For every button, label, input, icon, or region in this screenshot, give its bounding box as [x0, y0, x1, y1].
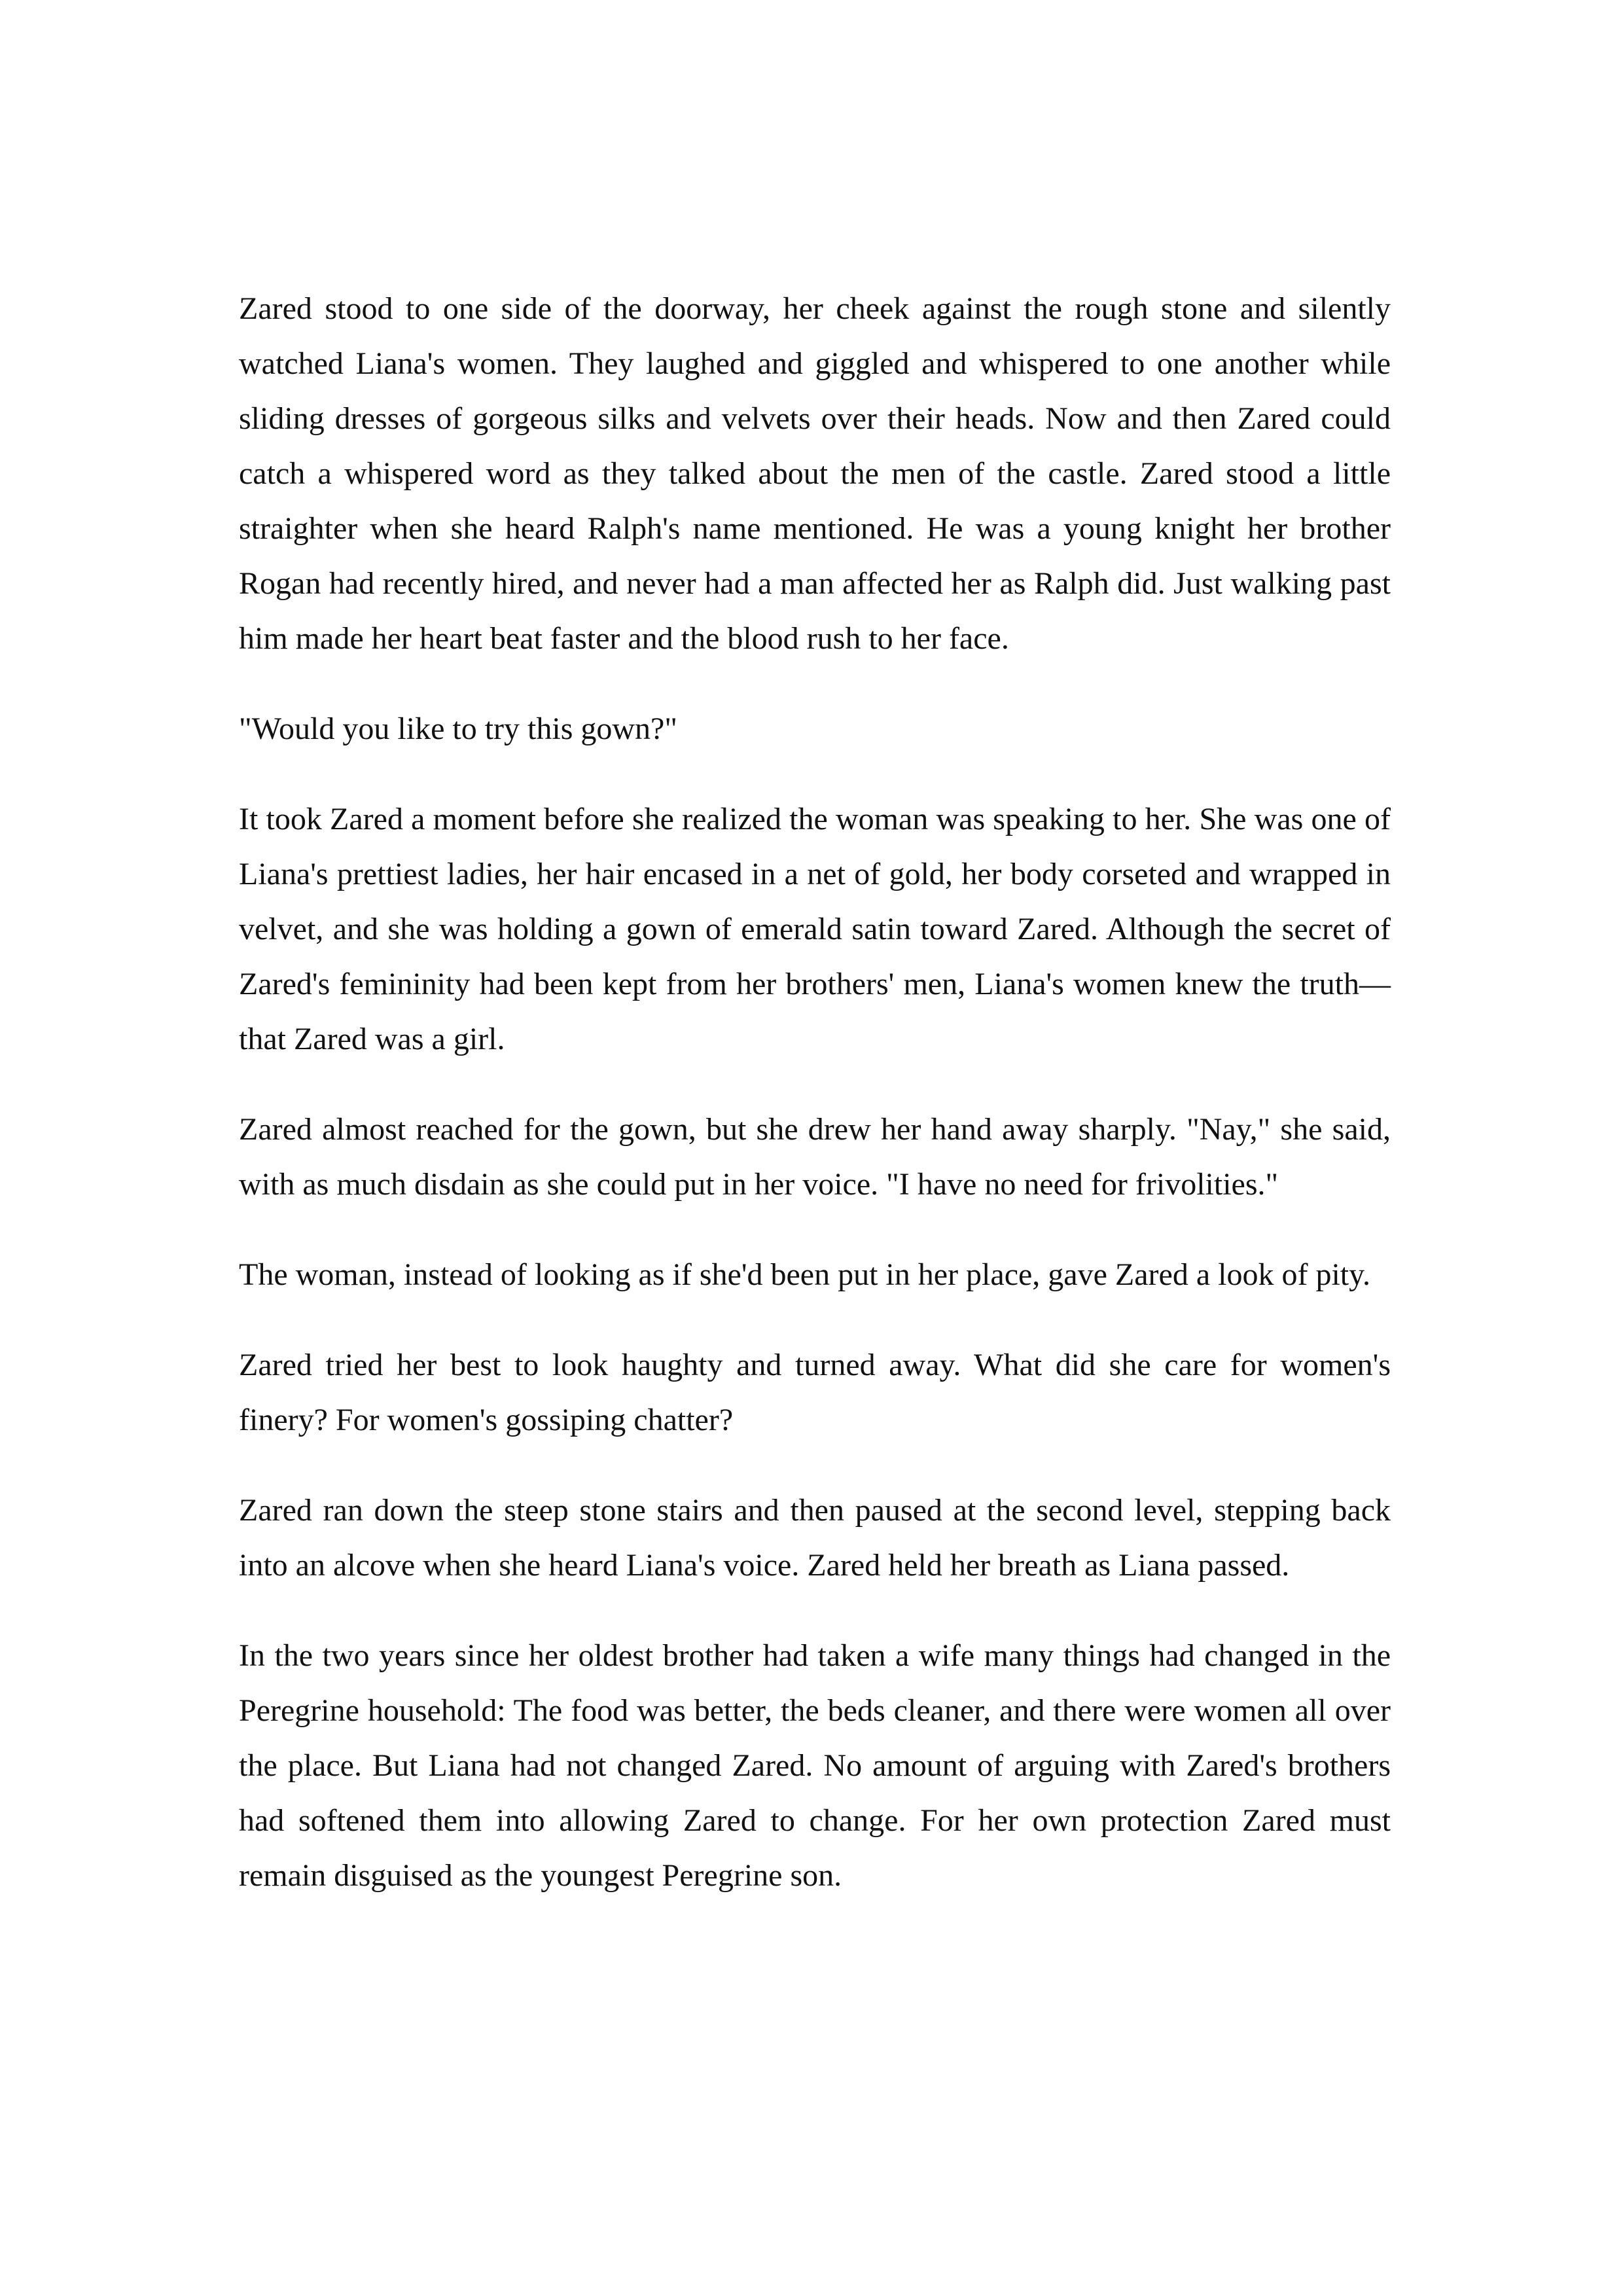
body-text [239, 281, 1391, 1939]
paragraph-5: The woman, instead of looking as if she'd been put in her place, gave Zared a look of pity. [239, 1257, 1371, 1292]
paragraph-8: In the two years since her oldest brother had taken a wife many things had changed in the Peregrine household: The food was better, the beds cleaner, and there were women all over the place. But Liana had not changed Zared. No amount of arguing with Zared's brothers had softened them into allowing Zared to change. For her own protection Zared must remain disguised as the youngest Peregrine son. [239, 1638, 1391, 1893]
paragraph-7: Zared ran down the steep stone stairs and then paused at the second level, stepping back into an alcove when she heard Liana's voice. Zared held her breath as Liana passed. [239, 1493, 1391, 1583]
paragraph-1: Zared stood to one side of the doorway, her cheek against the rough stone and silently watched Liana's women. They laughed and giggled and whispered to one another while sliding dresses of gorgeous silks and velvets over their heads. Now and then Zared could catch a whispered word as they talked about the men of the castle. Zared stood a little straighter when she heard Ralph's name mentioned. He was a young knight her brother Rogan had recently hired, and never had a man affected her as Ralph did. Just walking past him made her heart beat faster and the blood rush to her face. [239, 291, 1391, 656]
paragraph-4: Zared almost reached for the gown, but she drew her hand away sharply. "Nay," she said, with as much disdain as she could put in her voice. "I have no need for frivolities." [239, 1112, 1391, 1202]
paragraph-6: Zared tried her best to look haughty and turned away. What did she care for women's finery? For women's gossiping chatter? [239, 1348, 1391, 1437]
paragraph-3: It took Zared a moment before she realized the woman was speaking to her. She was one of Liana's prettiest ladies, her hair encased in a net of gold, her body corseted and wrapped in velvet, and she was holding a gown of emerald satin toward Zared. Although the secret of Zared's femininity had been kept from her brothers' men, Liana's women knew the truth—that Zared was a girl. [239, 802, 1391, 1056]
paragraph-2: "Would you like to try this gown?" [239, 711, 677, 746]
